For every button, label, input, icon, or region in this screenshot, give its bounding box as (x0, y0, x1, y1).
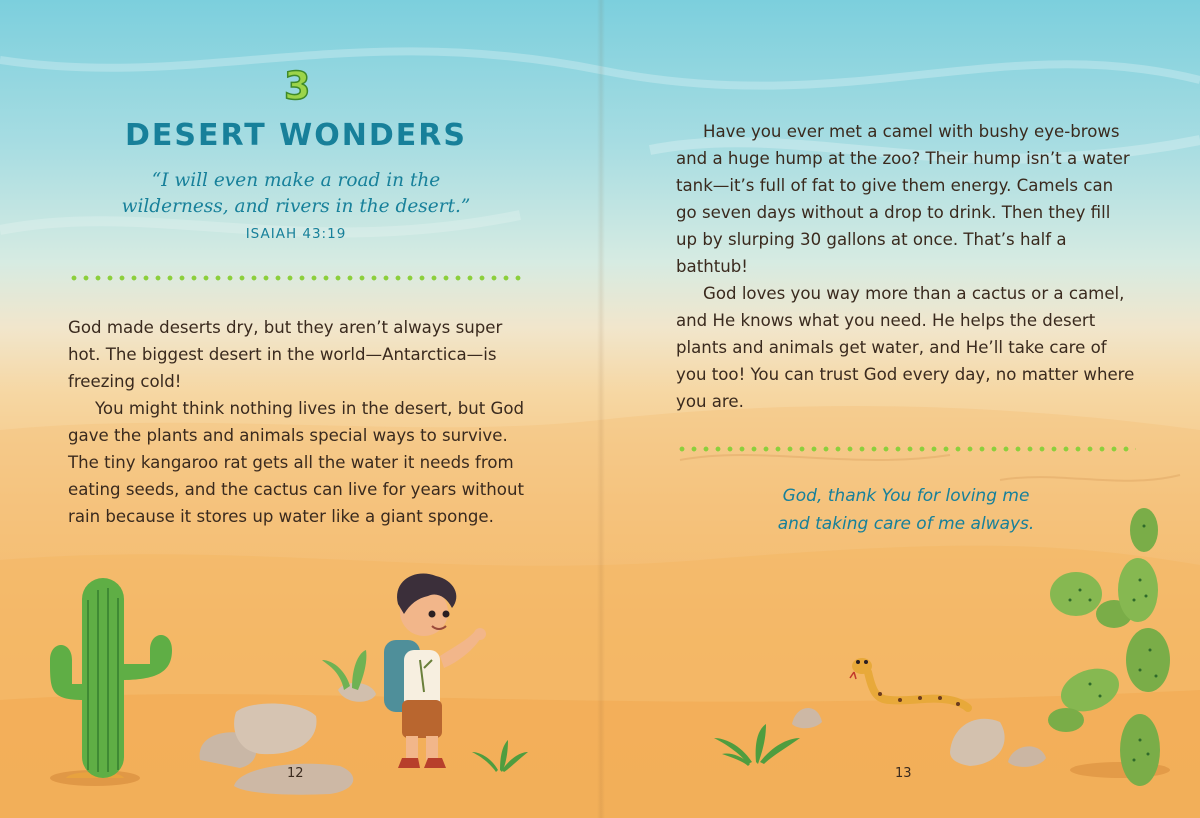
prayer (676, 482, 1136, 538)
chapter-number: 3 (284, 64, 311, 108)
verse-line: “I will even make a road in the (151, 170, 441, 191)
verse-line: wilderness, and rivers in the desert.” (121, 196, 471, 217)
verse-reference: ISAIAH 43:19 (245, 226, 347, 242)
dotted-divider (68, 275, 526, 281)
page-number-right: 13 (895, 766, 912, 781)
paragraph: Have you ever met a camel with bushy eye-brows and a huge hump at the zoo? Their hump isn’t a water tank—it’s full of fat to give them energy. Camels can go seven days without a drop to drink. Then they fill up by slurping 30 gallons at once. That’s half a bathtub! (676, 122, 1130, 276)
page-number-left: 12 (287, 766, 304, 781)
prayer-line: and taking care of me always. (777, 514, 1035, 534)
dotted-divider (676, 446, 1136, 452)
left-page-body (68, 314, 526, 530)
right-page-body (676, 118, 1136, 415)
scripture-verse (70, 168, 522, 220)
chapter-title: DESERT WONDERS (125, 118, 467, 153)
book-gutter (597, 0, 605, 818)
paragraph: God loves you way more than a cactus or a camel, and He knows what you need. He helps the desert plants and animals get water, and He’ll take care of you too! You can trust God every day, no matter where you are. (676, 284, 1135, 411)
prayer-line: God, thank You for loving me (782, 486, 1030, 506)
paragraph: You might think nothing lives in the desert, but God gave the plants and animals special ways to survive. The tiny kangaroo rat gets all the water it needs from eating seeds, and the cactus can live for years without rain because it stores up water like a giant sponge. (68, 399, 525, 526)
paragraph: God made deserts dry, but they aren’t always super hot. The biggest desert in the world—Antarctica—is freezing cold! (68, 318, 503, 391)
